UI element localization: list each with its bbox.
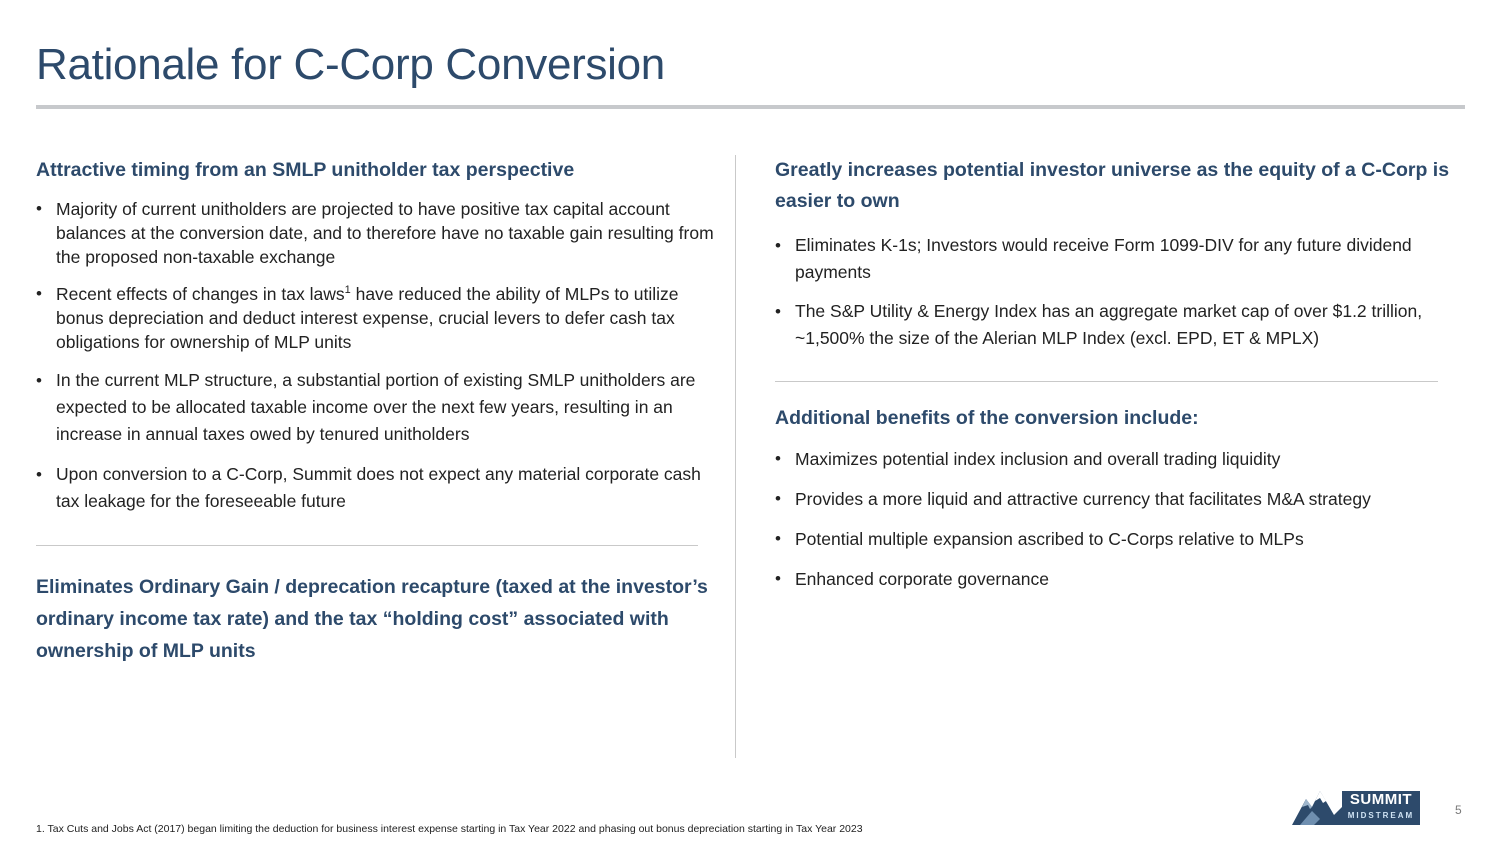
bullet-icon: • bbox=[775, 302, 781, 321]
section-divider bbox=[36, 545, 698, 546]
page-number: 5 bbox=[1455, 803, 1462, 817]
bullet-icon: • bbox=[775, 529, 781, 548]
bullet-icon: • bbox=[775, 489, 781, 508]
list-item-text: In the current MLP structure, a substantial portion of existing SMLP unitholders are expected to be allocated taxable income over the next few years, resulting in an increase in annual taxes owed by tenured unitholders bbox=[56, 370, 696, 444]
list-item-text: Recent effects of changes in tax laws bbox=[56, 284, 345, 304]
list-item bbox=[36, 197, 721, 269]
list-item bbox=[36, 461, 721, 515]
list-item bbox=[775, 232, 1465, 286]
footnote: 1. Tax Cuts and Jobs Act (2017) began limiting the deduction for business interest expense starting in Tax Year 2022 and phasing out bonus depreciation starting in Tax Year 2023 bbox=[36, 823, 863, 835]
page-title: Rationale for C-Corp Conversion bbox=[36, 40, 665, 89]
tax-timing-bullets bbox=[36, 197, 721, 515]
section-heading-investor-universe: Greatly increases potential investor universe as the equity of a C-Corp is easier to own bbox=[775, 159, 1450, 212]
list-item-text: Enhanced corporate governance bbox=[795, 569, 1049, 589]
list-item bbox=[775, 527, 1465, 551]
list-item-text: Provides a more liquid and attractive currency that facilitates M&A strategy bbox=[795, 489, 1371, 509]
section-heading-ordinary-gain: Eliminates Ordinary Gain / deprecation recapture (taxed at the investor’s ordinary income tax rate) and the tax “holding cost” associated with ownership of MLP units bbox=[36, 576, 708, 662]
list-item-text: Majority of current unitholders are projected to have positive tax capital account balances at the conversion date, and to therefore have no taxable gain resulting from the proposed non-taxable exchange bbox=[56, 199, 714, 267]
section-heading-tax-timing: Attractive timing from an SMLP unitholder tax perspective bbox=[36, 159, 575, 181]
title-underline bbox=[36, 105, 1465, 109]
column-divider bbox=[735, 155, 736, 758]
summit-midstream-logo bbox=[1290, 785, 1422, 827]
left-column bbox=[36, 155, 721, 667]
logo-wordmark: SUMMIT bbox=[1349, 791, 1413, 808]
bullet-icon: • bbox=[775, 236, 781, 255]
bullet-icon: • bbox=[36, 371, 42, 390]
list-item bbox=[36, 282, 721, 354]
list-item-text: Upon conversion to a C-Corp, Summit does not expect any material corporate cash tax leakage for the foreseeable future bbox=[56, 464, 701, 511]
bullet-icon: • bbox=[775, 449, 781, 468]
bullet-icon: • bbox=[36, 284, 42, 303]
bullet-icon: • bbox=[775, 569, 781, 588]
bullet-icon: • bbox=[36, 465, 42, 484]
footnote-marker: 1 bbox=[344, 284, 351, 297]
list-item bbox=[36, 367, 721, 448]
list-item-text: Maximizes potential index inclusion and overall trading liquidity bbox=[795, 449, 1281, 469]
list-item bbox=[775, 298, 1465, 352]
list-item-text: Potential multiple expansion ascribed to C-Corps relative to MLPs bbox=[795, 529, 1304, 549]
right-column bbox=[775, 155, 1465, 591]
list-item-text: The S&P Utility & Energy Index has an aggregate market cap of over $1.2 trillion, ~1,500% the size of the Alerian MLP Index (excl. EPD, ET & MPLX) bbox=[795, 301, 1423, 348]
bullet-icon: • bbox=[36, 199, 42, 218]
list-item bbox=[775, 487, 1465, 511]
list-item-text: Eliminates K-1s; Investors would receive Form 1099-DIV for any future dividend payments bbox=[795, 235, 1412, 282]
section-divider bbox=[775, 381, 1438, 382]
list-item bbox=[775, 447, 1465, 471]
mountain-icon bbox=[1290, 785, 1350, 827]
list-item-text: have reduced the ability of MLPs to utilize bonus depreciation and deduct interest expense, crucial levers to defer cash tax obligations for ownership of MLP units bbox=[56, 284, 679, 352]
section-heading-additional-benefits: Additional benefits of the conversion include: bbox=[775, 407, 1199, 429]
list-item bbox=[775, 567, 1465, 591]
investor-universe-bullets bbox=[775, 232, 1465, 352]
logo-subwordmark: MIDSTREAM bbox=[1347, 811, 1415, 820]
additional-benefits-bullets bbox=[775, 447, 1465, 591]
